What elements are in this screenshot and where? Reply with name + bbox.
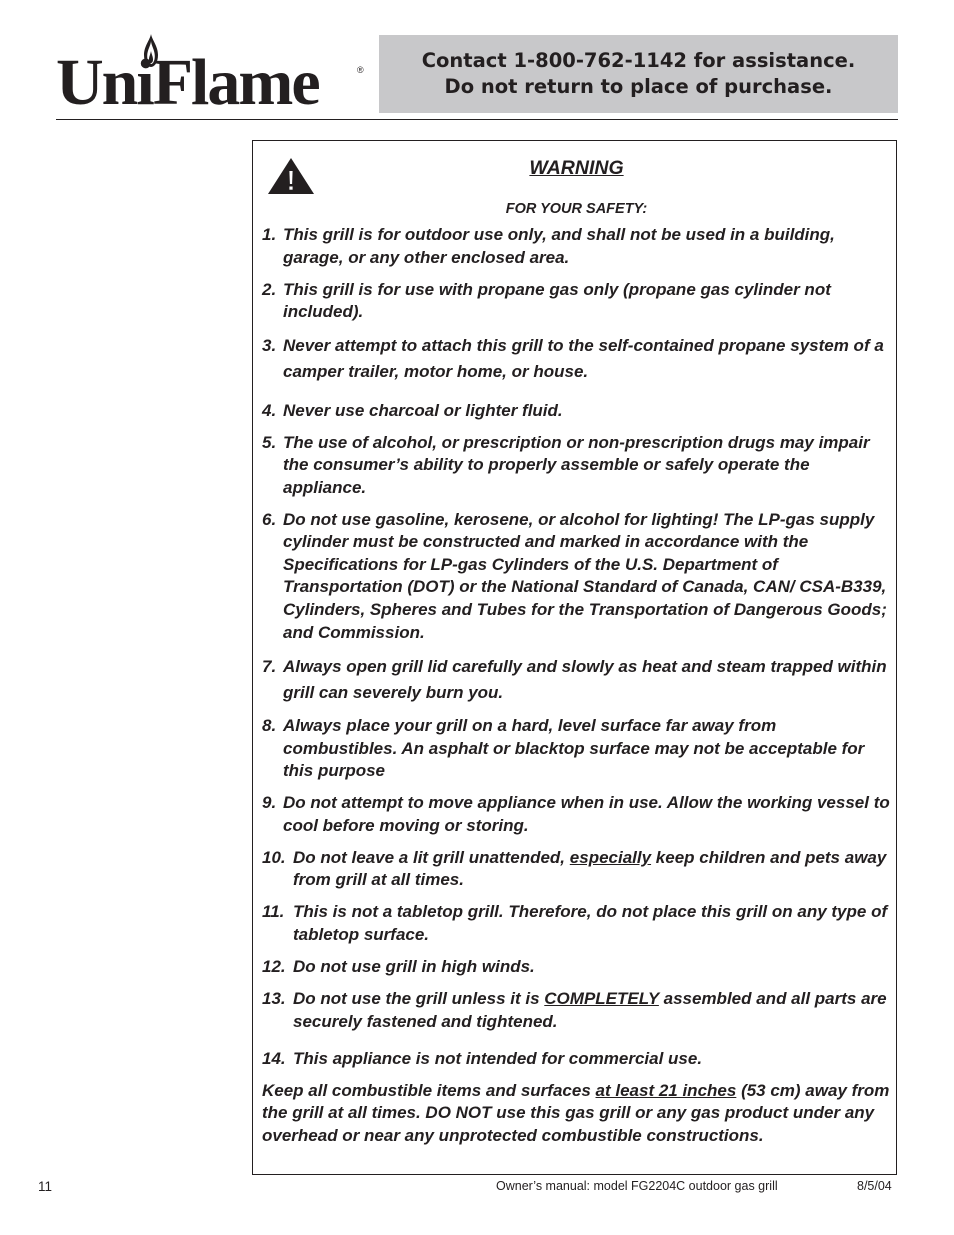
safety-item bbox=[262, 400, 892, 423]
safety-item bbox=[262, 509, 892, 645]
item-number: 14. bbox=[262, 1048, 286, 1068]
safety-item bbox=[262, 432, 892, 500]
warning-title: WARNING bbox=[529, 157, 624, 179]
item-number: 6. bbox=[262, 509, 277, 529]
emphasis-completely: COMPLETELY bbox=[544, 988, 659, 1008]
logo-wordmark: UniFlame bbox=[56, 46, 319, 119]
item-text: Always place your grill on a hard, level surface far away from combustibles. An asphalt or blacktop surface may not be acceptable for this purpose bbox=[283, 716, 865, 781]
safety-item bbox=[262, 279, 892, 324]
item-text-before: Do not use the grill unless it is bbox=[293, 988, 540, 1008]
item-text: Never use charcoal or lighter fluid. bbox=[283, 400, 563, 420]
item-text-after: assembled and all parts are securely fastened and tightened. bbox=[293, 988, 887, 1031]
item-text-after: keep children and pets away from grill at all times. bbox=[293, 847, 887, 890]
item-number: 12. bbox=[262, 956, 286, 976]
item-number: 1. bbox=[262, 225, 277, 244]
warning-subtitle: FOR YOUR SAFETY: bbox=[505, 201, 648, 217]
clearance-text-after: (53 cm) away from the grill at all times. DO NOT use this gas grill or any gas product under any overhead or near any unprotected combustible constructions. bbox=[262, 1080, 890, 1145]
item-number: 8. bbox=[262, 716, 277, 736]
safety-item bbox=[262, 847, 892, 892]
item-number: 13. bbox=[262, 988, 286, 1008]
safety-item bbox=[262, 792, 892, 837]
footer-manual-title: Owner’s manual: model FG2204C outdoor gas grill bbox=[496, 1179, 778, 1193]
contact-banner bbox=[379, 35, 898, 113]
clearance-distance: at least 21 inches bbox=[595, 1080, 737, 1100]
item-text: The use of alcohol, or prescription or non-prescription drugs may impair the consumer’s ability to properly assemble or safely operate the appliance. bbox=[283, 432, 870, 497]
item-text: Never attempt to attach this grill to the self-contained propane system of a camper trailer, motor home, or house. bbox=[283, 336, 884, 382]
emphasis-especially: especially bbox=[569, 847, 652, 867]
item-number: 4. bbox=[262, 400, 277, 420]
clearance-notice bbox=[262, 1080, 892, 1148]
item-text: Do not use grill in high winds. bbox=[293, 956, 535, 976]
safety-item bbox=[262, 333, 892, 390]
item-number: 9. bbox=[262, 793, 277, 813]
item-number: 7. bbox=[262, 656, 277, 676]
item-number: 5. bbox=[262, 432, 277, 452]
item-text: Always open grill lid carefully and slowly as heat and steam trapped within grill can severely burn you. bbox=[283, 656, 887, 702]
registered-mark: ® bbox=[357, 65, 364, 75]
warning-box bbox=[252, 140, 897, 1175]
safety-item bbox=[262, 654, 892, 706]
safety-item bbox=[262, 1048, 892, 1071]
page-number: 11 bbox=[38, 1179, 53, 1194]
item-number: 2. bbox=[262, 279, 277, 299]
item-text: Do not attempt to move appliance when in use. Allow the working vessel to cool before moving or storing. bbox=[283, 793, 890, 835]
item-text-before: Do not leave a lit grill unattended, bbox=[293, 847, 566, 867]
footer-date: 8/5/04 bbox=[857, 1179, 892, 1193]
safety-item bbox=[262, 901, 892, 946]
item-text: This appliance is not intended for commercial use. bbox=[293, 1048, 703, 1068]
item-number: 10. bbox=[262, 847, 286, 867]
item-text bbox=[293, 847, 892, 892]
item-text: This grill is for use with propane gas only (propane gas cylinder not included). bbox=[283, 279, 831, 322]
item-text: This grill is for outdoor use only, and shall not be used in a building, garage, or any other enclosed area. bbox=[283, 225, 835, 267]
item-text: This is not a tabletop grill. Therefore, do not place this grill on any type of tabletop surface. bbox=[293, 902, 888, 944]
contact-phone-line: Contact 1-800-762-1142 for assistance. bbox=[421, 49, 856, 72]
safety-item bbox=[262, 956, 892, 979]
contact-return-line: Do not return to place of purchase. bbox=[444, 75, 833, 98]
clearance-text-before: Keep all combustible items and surfaces bbox=[262, 1080, 591, 1100]
uniflame-logo bbox=[56, 34, 368, 119]
item-text bbox=[293, 988, 892, 1033]
safety-item bbox=[262, 224, 892, 269]
item-number: 11. bbox=[262, 902, 285, 922]
safety-item bbox=[262, 988, 892, 1038]
item-text: Do not use gasoline, kerosene, or alcohol for lighting! The LP-gas supply cylinder must be constructed and marked in accordance with the Specifications for LP-gas Cylinders of the U.S. Department of Transportation (DOT) or the National Standard of Canada, CAN/ CSA-B339, Cylinders, Spheres and Tubes for the Transportation of Dangerous Goods; and Commission. bbox=[283, 509, 887, 642]
safety-list bbox=[262, 224, 892, 1147]
item-number: 3. bbox=[262, 336, 277, 356]
header-divider bbox=[56, 119, 898, 120]
safety-item bbox=[262, 715, 892, 783]
